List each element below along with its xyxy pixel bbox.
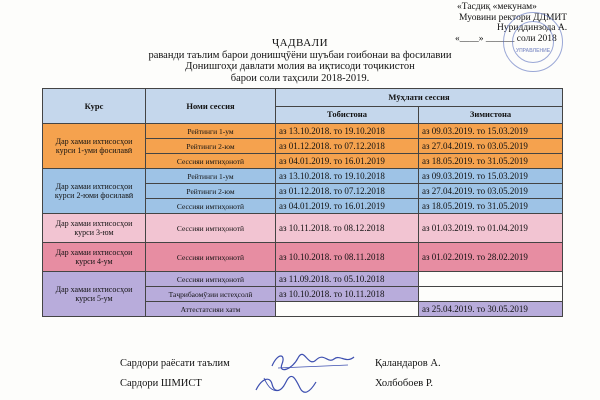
summer-date-cell: аз 13.10.2018. то 19.10.2018 — [276, 124, 419, 139]
heading-line-2: Донишгоҳи давлати молия ва иқтисоди тоҷикистон — [185, 61, 415, 72]
session-cell: Сессияи имтиҳонотӣ — [146, 214, 276, 243]
winter-date-cell — [419, 272, 563, 287]
approval-line-2: Муовини ректори ДДМИТ — [459, 12, 568, 23]
session-cell: Сессияи имтиҳонотӣ — [146, 243, 276, 272]
summer-date-cell — [276, 302, 419, 317]
approval-line-4: «____» ______ соли 2018 — [455, 33, 557, 44]
summer-date-cell: аз 01.12.2018. то 07.12.2018 — [276, 139, 419, 154]
header-session: Номи сессия — [146, 89, 276, 124]
course-cell: Дар хамаи ихтисосҳои курси 5-ум — [43, 272, 146, 317]
approval-line-3: Нуриддинзода А. — [497, 23, 568, 33]
session-cell: Рейтинги 2-юм — [146, 139, 276, 154]
signature-name-2: Холбобоев Р. — [375, 378, 433, 389]
handwritten-signature-2 — [250, 372, 320, 398]
schedule-table — [42, 88, 563, 317]
stamp-band-text: УПРАВЛЕНИЕ — [515, 48, 551, 54]
winter-date-cell: аз 18.05.2019. то 31.05.2019 — [419, 199, 563, 214]
winter-date-cell: аз 27.04.2019. то 03.05.2019 — [419, 139, 563, 154]
header-duration: Мӯҳлати сессия — [276, 89, 563, 107]
heading-line-1: раванди таълим барои донишҷӯёни шуъбаи гоибонаи ва фосилавии — [148, 49, 452, 61]
summer-date-cell: аз 01.12.2018. то 07.12.2018 — [276, 184, 419, 199]
session-cell: Рейтинги 2-юм — [146, 184, 276, 199]
session-cell: Аттестатсияи хатм — [146, 302, 276, 317]
table-row — [43, 214, 563, 243]
course-cell: Дар хамаи ихтисосҳои курси 3-юм — [43, 214, 146, 243]
winter-date-cell: аз 18.05.2019. то 31.05.2019 — [419, 154, 563, 169]
winter-date-cell: аз 01.03.2019. то 01.04.2019 — [419, 214, 563, 243]
session-cell: Рейтинги 1-ум — [146, 124, 276, 139]
signature-name-1: Қаландаров А. — [375, 358, 441, 369]
course-cell: Дар хамаи ихтисосҳои курси 4-ум — [43, 243, 146, 272]
table-row — [43, 169, 563, 184]
session-cell: Сессияи имтиҳонотӣ — [146, 199, 276, 214]
session-cell: Сессияи имтиҳонотӣ — [146, 154, 276, 169]
session-cell: Рейтинги 1-ум — [146, 169, 276, 184]
header-winter: Зимистона — [419, 106, 563, 124]
summer-date-cell: аз 10.11.2018. то 08.12.2018 — [276, 214, 419, 243]
winter-date-cell: аз 01.02.2019. то 28.02.2019 — [419, 243, 563, 272]
summer-date-cell: аз 04.01.2019. то 16.01.2019 — [276, 154, 419, 169]
winter-date-cell: аз 25.04.2019. то 30.05.2019 — [419, 302, 563, 317]
header-course: Курс — [43, 89, 146, 124]
header-summer: Тобистона — [276, 106, 419, 124]
heading-line-3: барои соли таҳсили 2018-2019. — [230, 72, 370, 84]
session-cell: Сессияи имтиҳонотӣ — [146, 272, 276, 287]
winter-date-cell: аз 09.03.2019. то 15.03.2019 — [419, 169, 563, 184]
document-title: ҶАДВАЛИ — [271, 37, 329, 49]
winter-date-cell: аз 09.03.2019. то 15.03.2019 — [419, 124, 563, 139]
winter-date-cell — [419, 287, 563, 302]
table-row — [43, 243, 563, 272]
summer-date-cell: аз 11.09.2018. то 05.10.2018 — [276, 272, 419, 287]
summer-date-cell: аз 13.10.2018. то 19.10.2018 — [276, 169, 419, 184]
summer-date-cell: аз 10.10.2018. то 10.11.2018 — [276, 287, 419, 302]
winter-date-cell: аз 27.04.2019. то 03.05.2019 — [419, 184, 563, 199]
document-heading — [0, 38, 600, 84]
signature-title-2: Сардори ШМИСТ — [120, 378, 202, 389]
summer-date-cell: аз 04.01.2019. то 16.01.2019 — [276, 199, 419, 214]
handwritten-signature-1 — [268, 350, 358, 374]
approval-line-1: «Тасдиқ «мекунам» — [457, 2, 537, 12]
course-cell: Дар хамаи ихтисосҳои курси 2-юми фосилавӣ — [43, 169, 146, 214]
course-cell: Дар хамаи ихтисосҳои курси 1-уми фосилавӣ — [43, 124, 146, 169]
signature-title-1: Сардори раёсати таълим — [120, 358, 230, 369]
session-cell: Таҷрибаомӯзии истеҳсолӣ — [146, 287, 276, 302]
table-row — [43, 272, 563, 287]
summer-date-cell: аз 10.10.2018. то 08.11.2018 — [276, 243, 419, 272]
table-row — [43, 124, 563, 139]
